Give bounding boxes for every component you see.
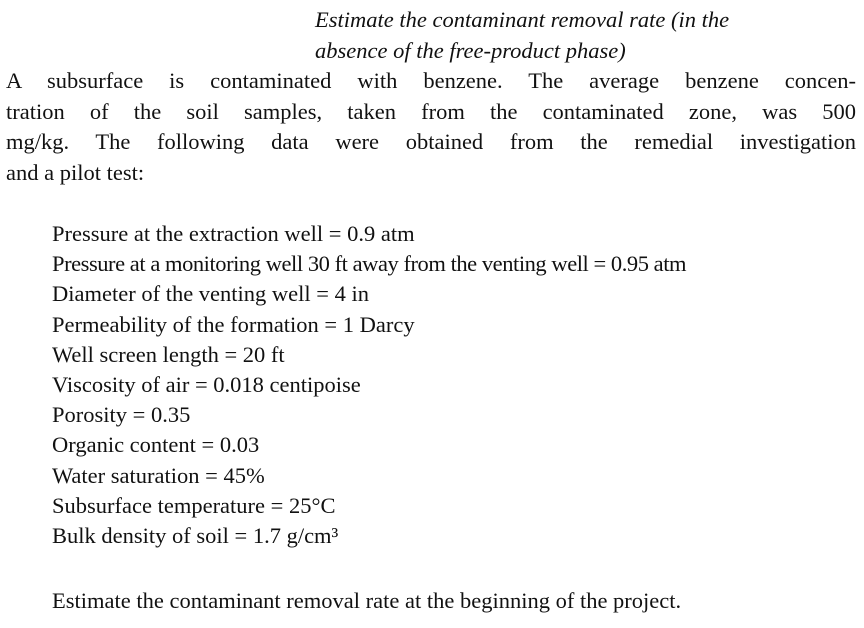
section-heading (315, 4, 860, 66)
data-item-organic-content: Organic content = 0.03 (52, 432, 260, 458)
data-item-bulk-density: Bulk density of soil = 1.7 g/cm³ (52, 523, 339, 549)
given-data-list (52, 219, 860, 551)
section-heading-line-1: Estimate the contaminant removal rate (in the (315, 7, 730, 32)
section-heading-line-2: absence of the free-product phase) (315, 38, 626, 63)
data-item-extraction-pressure: Pressure at the extraction well = 0.9 atm (52, 221, 415, 246)
problem-intro-paragraph (6, 66, 856, 188)
problem-question: Estimate the contaminant removal rate at the beginning of the project. (52, 588, 682, 613)
intro-line-1: A subsurface is contaminated with benzene. The average benzene concen- (6, 68, 856, 93)
data-item-water-saturation: Water saturation = 45% (52, 462, 265, 488)
intro-line-2: tration of the soil samples, taken from the contaminated zone, was 500 (6, 98, 856, 124)
data-item-air-viscosity: Viscosity of air = 0.018 centipoise (52, 372, 361, 398)
data-item-monitoring-pressure: Pressure at a monitoring well 30 ft away from the venting well = 0.95 atm (52, 251, 687, 277)
intro-line-4: and a pilot test: (6, 159, 145, 185)
data-item-screen-length: Well screen length = 20 ft (52, 341, 285, 367)
data-item-well-diameter: Diameter of the venting well = 4 in (52, 281, 369, 307)
data-item-porosity: Porosity = 0.35 (52, 402, 191, 428)
data-item-temperature: Subsurface temperature = 25°C (52, 492, 336, 518)
intro-line-3: mg/kg. The following data were obtained from the remedial investigation (6, 129, 856, 154)
data-item-permeability: Permeability of the formation = 1 Darcy (52, 311, 415, 337)
